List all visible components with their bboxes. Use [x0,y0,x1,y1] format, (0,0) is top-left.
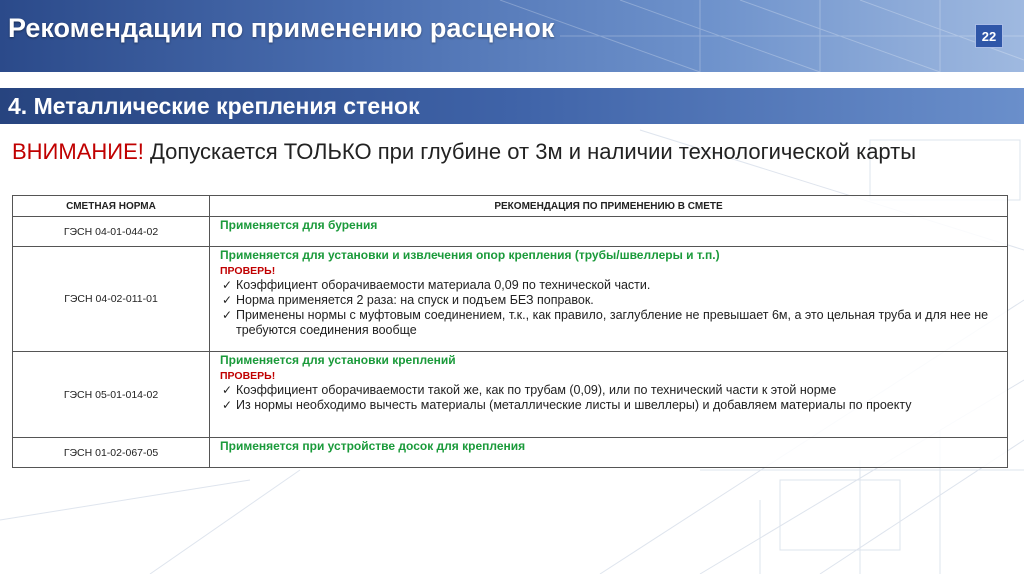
attention-label: ВНИМАНИЕ! [12,139,144,164]
norm-code: ГЭСН 01-02-067-05 [13,438,210,468]
table-header-row [13,196,1008,217]
checkmark-icon: ✓ [222,383,233,397]
usage-text: Применяется для установки креплений [220,353,456,367]
header-recommendation: РЕКОМЕНДАЦИЯ ПО ПРИМЕНЕНИЮ В СМЕТЕ [210,196,1008,217]
recommendation-cell [210,438,1008,468]
list-item-text: Коэффициент оборачиваемости материала 0,09 по технической части. [236,278,651,292]
table-row [13,247,1008,352]
recommendations-table [12,195,1008,468]
list-item-text: Применены нормы с муфтовым соединением, т.к., как правило, заглубление не превышает 6м, а это цельная труба и для нее не требуются соединения вообще [236,308,989,337]
norm-code: ГЭСН 04-01-044-02 [13,217,210,247]
header-norm: СМЕТНАЯ НОРМА [13,196,210,217]
page-number-badge: 22 [975,24,1003,48]
table-row [13,217,1008,247]
norm-code: ГЭСН 05-01-014-02 [13,352,210,438]
table-row [13,438,1008,468]
section-title: 4. Металлические крепления стенок [8,93,420,119]
usage-text: Применяется для установки и извлечения опор крепления (трубы/швеллеры и т.п.) [220,248,720,262]
recommendation-cell [210,217,1008,247]
norm-code: ГЭСН 04-02-011-01 [13,247,210,352]
list-item-text: Коэффициент оборачиваемости такой же, как по трубам (0,09), или по технический части к этой норме [236,383,837,397]
check-list [220,278,1007,338]
recommendation-cell [210,247,1008,352]
check-label: ПРОВЕРЬ! [220,265,276,277]
list-item-text: Из нормы необходимо вычесть материалы (металлические листы и швеллеры) и добавляем материалы по проекту [236,398,912,412]
checkmark-icon: ✓ [222,398,233,412]
title-band [0,0,1024,72]
list-item [220,308,1007,338]
checkmark-icon: ✓ [222,278,233,292]
list-item [220,293,1007,308]
recommendation-cell [210,352,1008,438]
usage-text: Применяется для бурения [220,218,378,232]
section-bar [0,88,1024,124]
check-list [220,383,1007,413]
table-row [13,352,1008,438]
list-item-text: Норма применяется 2 раза: на спуск и подъем БЕЗ поправок. [236,293,594,307]
checkmark-icon: ✓ [222,308,233,322]
attention-note [12,139,916,165]
list-item [220,383,1007,398]
list-item [220,278,1007,293]
check-label: ПРОВЕРЬ! [220,370,276,382]
usage-text: Применяется при устройстве досок для крепления [220,439,526,453]
slide-title: Рекомендации по применению расценок [8,13,555,43]
checkmark-icon: ✓ [222,293,233,307]
attention-text: Допускается ТОЛЬКО при глубине от 3м и наличии технологической карты [143,139,917,164]
list-item [220,398,1007,413]
